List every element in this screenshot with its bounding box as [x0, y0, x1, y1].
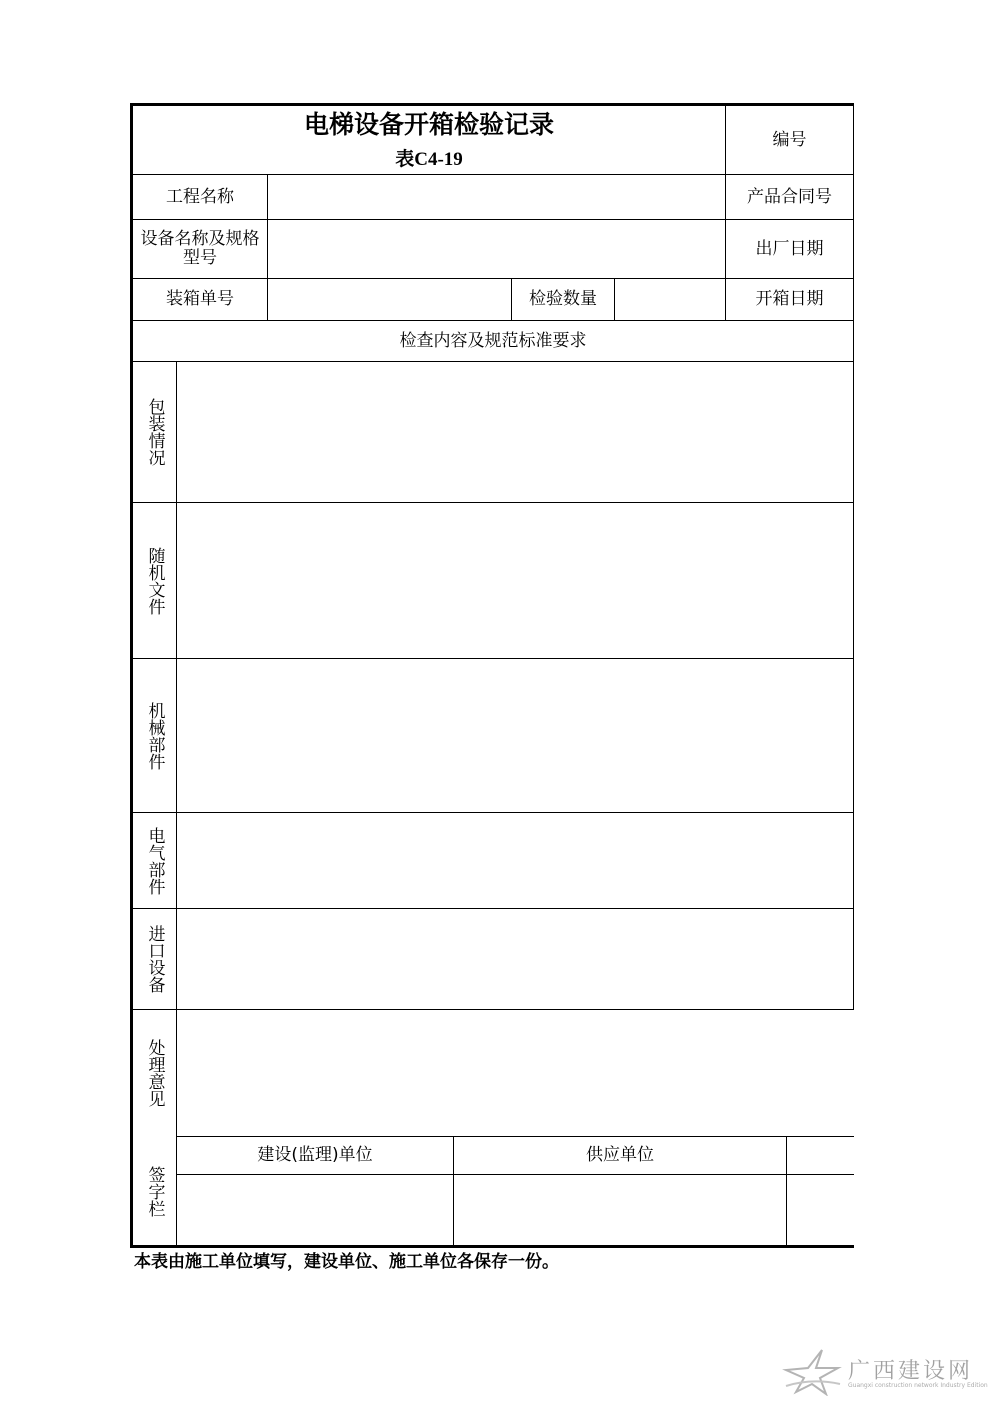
signature-supplier-field[interactable] [454, 1175, 786, 1245]
inspection-form [130, 103, 854, 1247]
section-opinion-label: 处理意见 [144, 1039, 165, 1107]
section-documents-field[interactable] [177, 503, 853, 658]
watermark-text: 广西建设网 [848, 1359, 974, 1384]
watermark-subtext: Guangxi construction network Industry Edition [848, 1382, 988, 1389]
packing-list-no-label: 装箱单号 [166, 289, 234, 309]
signature-col-supplier: 供应单位 [586, 1145, 654, 1165]
signature-col-extra [787, 1137, 854, 1174]
inspection-qty-field[interactable] [615, 279, 725, 320]
inspection-content-header: 检查内容及规范标准要求 [399, 330, 587, 351]
contract-no-label: 产品合同号 [747, 186, 832, 207]
star-logo-icon [782, 1348, 846, 1396]
packing-list-no-field[interactable] [268, 279, 511, 320]
site-watermark [782, 1348, 988, 1396]
equipment-name-model-label: 设备名称及规格型号 [140, 229, 260, 268]
section-electrical-label: 电气部件 [144, 826, 165, 895]
section-electrical-field[interactable] [177, 813, 853, 908]
form-subtitle: 表C4-19 [395, 149, 463, 170]
section-mechanical-field[interactable] [177, 659, 853, 812]
section-packaging-field[interactable] [177, 362, 853, 502]
signature-col-owner: 建设(监理)单位 [257, 1145, 373, 1165]
unpacking-date-label: 开箱日期 [755, 289, 824, 309]
factory-date-label: 出厂日期 [755, 238, 824, 259]
equipment-name-model-field[interactable] [268, 220, 725, 278]
section-documents-label: 随机文件 [144, 546, 165, 615]
divider [853, 103, 854, 1010]
section-opinion-field[interactable] [177, 1010, 854, 1136]
form-border-bottom [130, 1245, 854, 1248]
section-packaging-label: 包装情况 [144, 398, 165, 466]
serial-no-label: 编号 [772, 129, 807, 150]
section-imported-field[interactable] [177, 909, 853, 1009]
signature-label: 签字栏 [144, 1165, 165, 1217]
form-note: 本表由施工单位填写，建设单位、施工单位各保存一份。 [134, 1252, 559, 1272]
signature-extra-field[interactable] [787, 1175, 854, 1245]
signature-owner-field[interactable] [177, 1175, 453, 1245]
inspection-qty-label: 检验数量 [529, 289, 597, 309]
section-mechanical-label: 机械部件 [144, 701, 165, 770]
form-title: 电梯设备开箱检验记录 [303, 110, 554, 139]
project-name-field[interactable] [268, 175, 725, 219]
project-name-label: 工程名称 [166, 186, 234, 207]
section-imported-label: 进口设备 [144, 925, 165, 993]
